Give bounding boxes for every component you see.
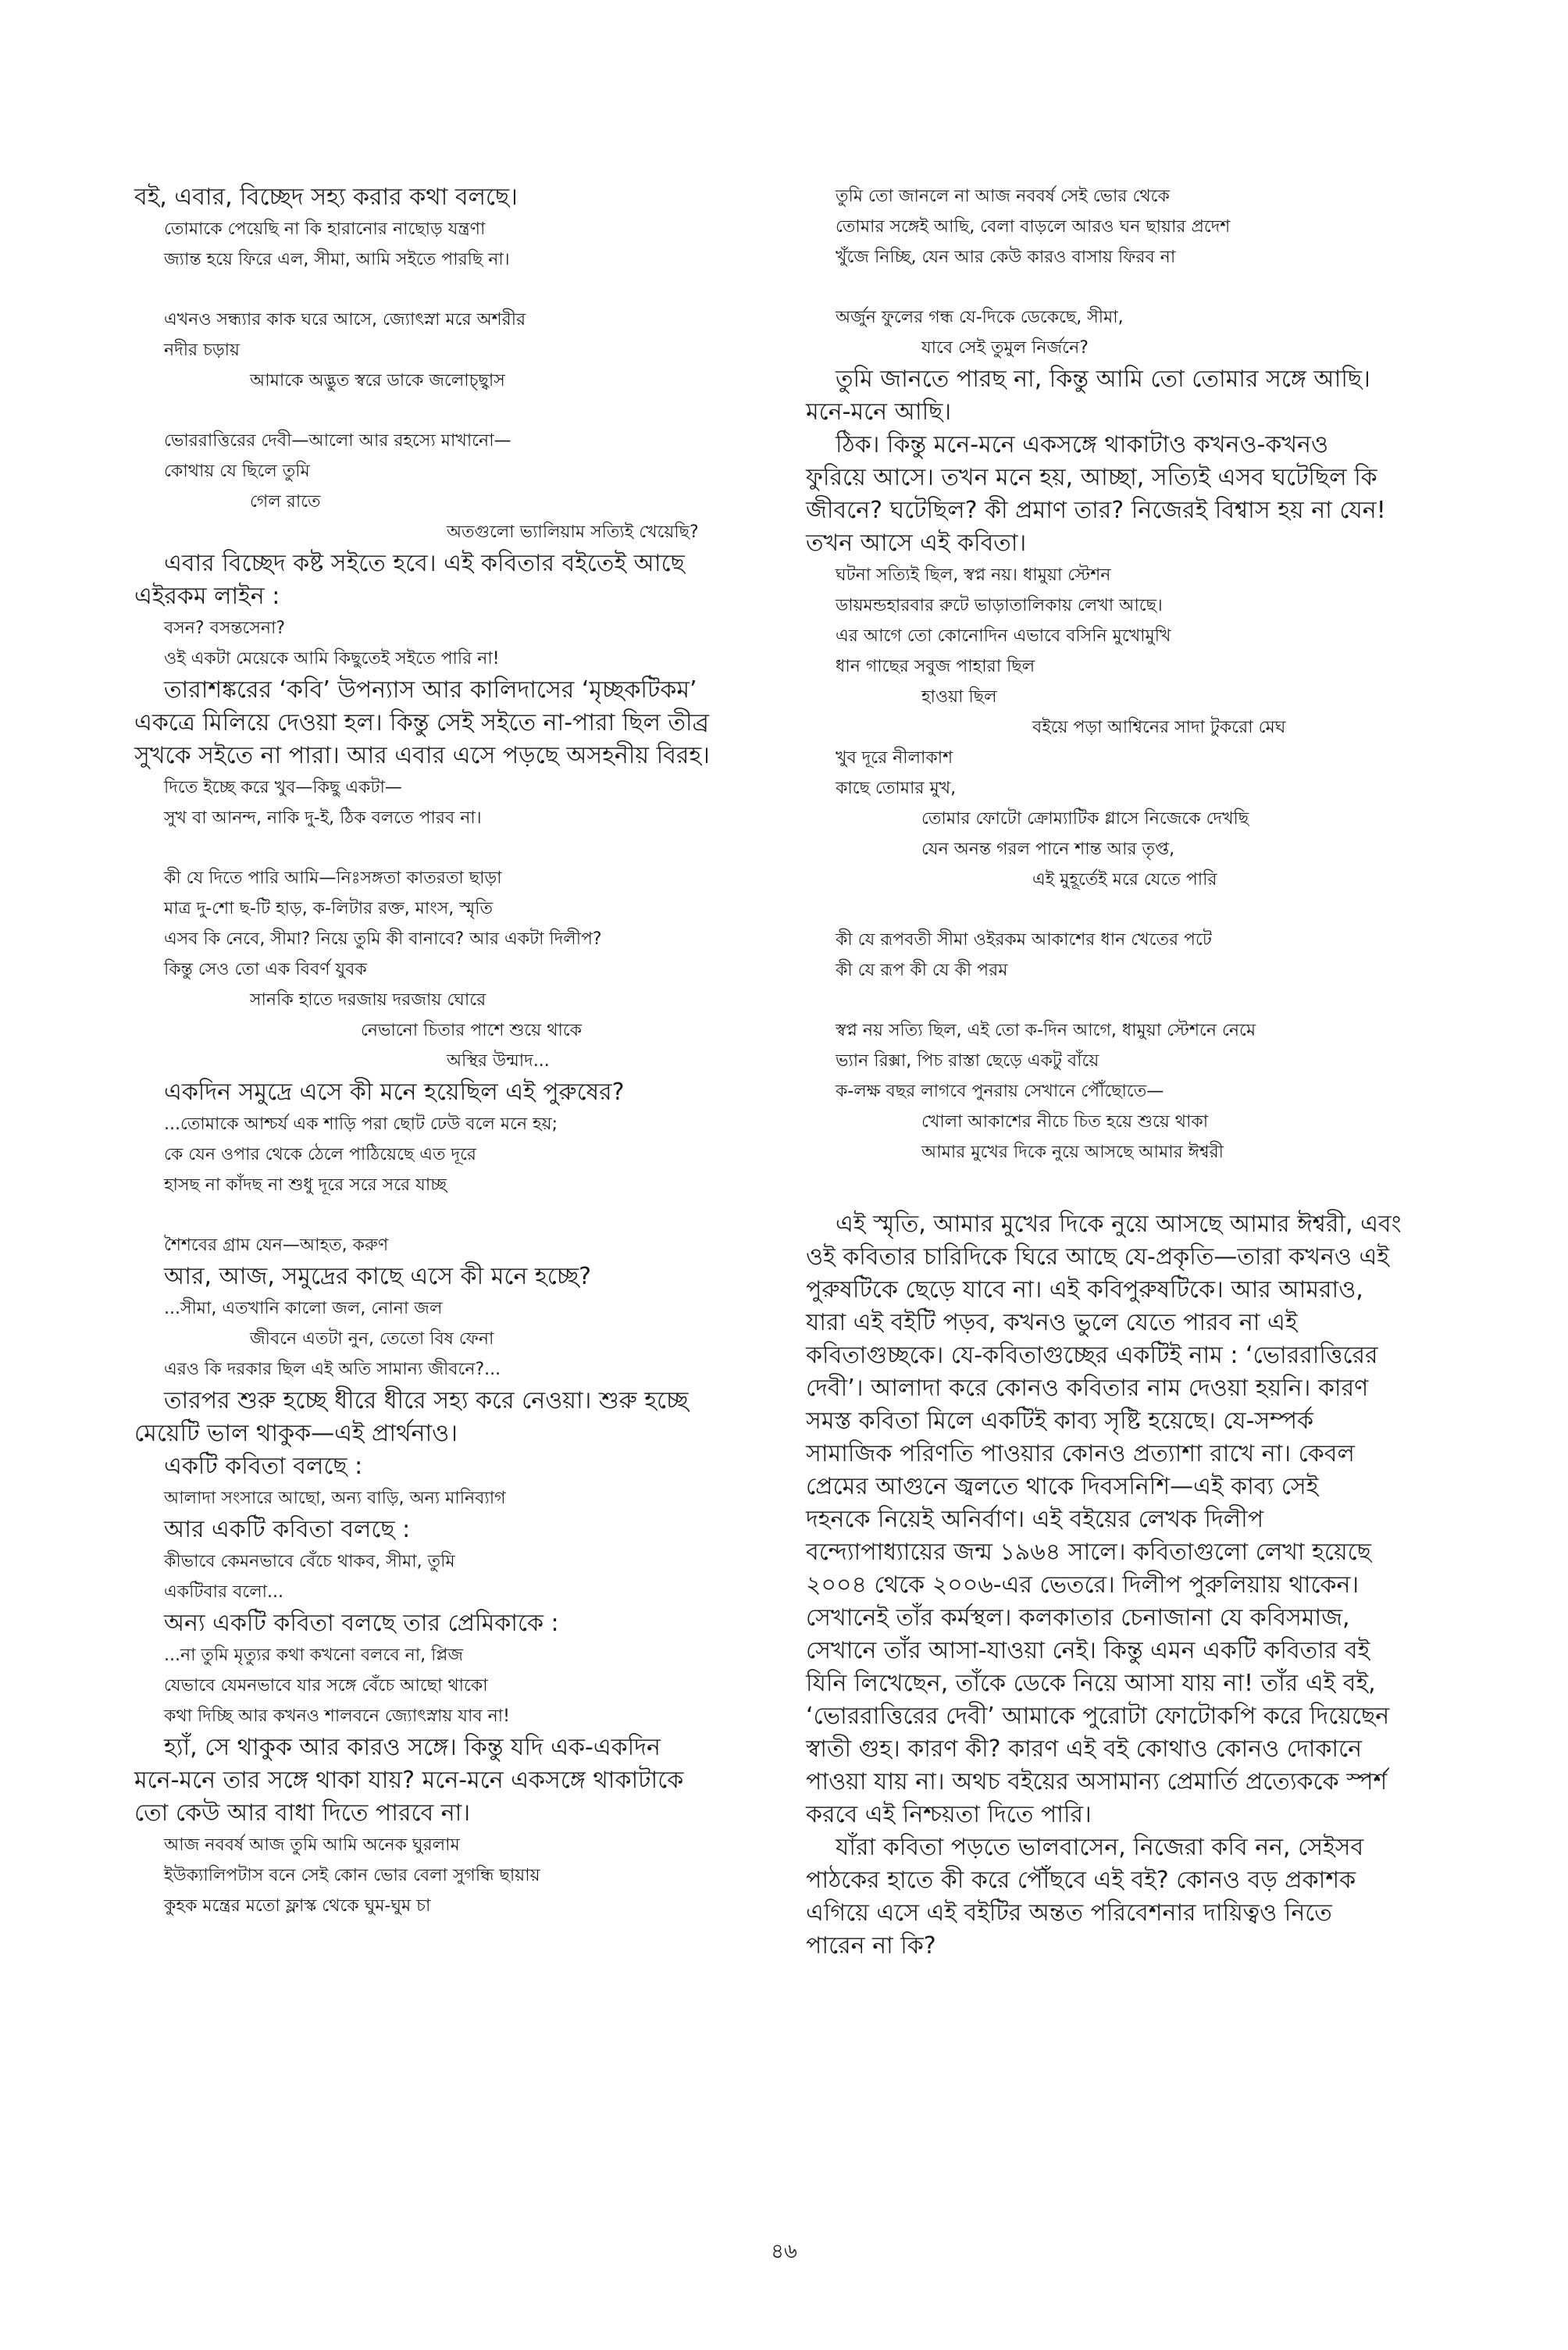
text-line: পারেন না কি? [806,1932,936,1960]
verse-line: কিন্তু সেও তো এক বিবর্ণ যুবক [164,960,367,979]
verse-line: ধান গাছের সবুজ পাহারা ছিল [836,657,1035,676]
verse-line: এর আগে তো কোনোদিন এভাবে বসিনি মুখোমুখি [836,626,1171,646]
verse-line: তোমার ফোটো ক্রোম্যাটিক গ্লাসে নিজেকে দেখছি [921,809,1249,829]
paragraph [134,1385,821,1483]
verse-line: অতগুলো ভ্যালিয়াম সত্যিই খেয়েছি? [447,522,699,542]
verse-line: কুহক মন্ত্রের মতো ফ্লাস্ক থেকে ঘুম-ঘুম চা [164,1896,431,1916]
page-number: ৪৬ [771,2240,797,2263]
verse-line: যেভাবে যেমনভাবে যার সঙ্গে বেঁচে আছো থাকো [164,1676,488,1696]
verse-quote [134,1109,821,1200]
verse-line: যাবে সেই তুমুল নির্জনে? [921,338,1089,358]
paragraph [134,674,821,772]
verse-line: ক-লক্ষ বছর লাগবে পুনরায় সেখানে পৌঁছোতে— [836,1082,1164,1101]
verse-line: কোথায় যে ছিলে তুমি [164,462,310,481]
verse-line: খুব দূরে নীলাকাশ [836,748,953,768]
verse-line: বসন? বসন্তসেনা? [164,619,286,638]
verse-quote [806,302,1509,363]
verse-line: অস্থির উন্মাদ... [447,1051,550,1071]
text-line: তো কেউ আর বাধা দিতে পারবে না। [134,1799,471,1827]
text-line: প্রেমের আগুনে জ্বলতে থাকে দিবসনিশি—এই কাব্য সেই [806,1473,1319,1500]
verse-line: ডায়মন্ডহারবার রুটে ভাড়াতালিকায় লেখা আছে। [836,596,1163,615]
text-line: যিনি লিখেছেন, তাঁকে ডেকে নিয়ে আসা যায় না! তাঁর এই বই, [806,1670,1376,1697]
text-line: যাঁরা কবিতা পড়তে ভালবাসেন, নিজেরা কবি নন, সেইসব [836,1834,1364,1861]
verse-line: কথা দিচ্ছি আর কখনও শালবনে জ্যোৎস্নায় যাব না! [164,1706,510,1726]
text-line: মনে-মনে আছি। [806,398,952,426]
verse-line: জ্যান্ত হয়ে ফিরে এল, সীমা, আমি সইতে পারছি না। [164,250,510,269]
verse-line: কে যেন ওপার থেকে ঠেলে পাঠিয়েছে এত দূরে [164,1145,477,1164]
text-line: সেখানেই তাঁর কর্মস্থল। কলকাতার চেনাজানা যে কবিসমাজ, [806,1604,1350,1631]
verse-quote [134,1830,821,1921]
verse-line: শৈশবের গ্রাম যেন—আহত, করুণ [164,1236,389,1255]
verse-line: হাওয়া ছিল [921,687,997,707]
paragraph [134,1607,821,1640]
text-line: আর একটি কবিতা বলছে : [164,1516,411,1543]
verse-line: আজ নববর্ষ আজ তুমি আমি অনেক ঘুরলাম [164,1835,460,1855]
text-line: ২০০৪ থেকে ২০০৬-এর ভেতরে। দিলীপ পুরুলিয়ায় থাকেন। [806,1571,1360,1599]
paragraph [134,1731,821,1830]
verse-quote [806,560,1509,895]
verse-line: জীবনে এতটা নুন, তেতো বিষ ফেনা [250,1329,494,1349]
verse-line: এরও কি দরকার ছিল এই অতি সামান্য জীবনে?... [164,1360,501,1379]
paragraph [134,181,821,214]
verse-line: বইয়ে পড়া আশ্বিনের সাদা টুকরো মেঘ [1032,718,1286,737]
text-line: পাওয়া যায় না। অথচ বইয়ের অসামান্য প্রেমার্তি প্রত্যেককে স্পর্শ [806,1768,1388,1795]
paragraph [806,1208,1509,1963]
text-line: সমস্ত কবিতা মিলে একটিই কাব্য সৃষ্টি হয়েছে। যে-সম্পর্ক [806,1407,1314,1435]
verse-line: অর্জুন ফুলের গন্ধ যে-দিকে ডেকেছে, সীমা, [836,308,1124,327]
text-line: হ্যাঁ, সে থাকুক আর কারও সঙ্গে। কিন্তু যদি এক-একদিন [164,1734,661,1761]
verse-line: ইউক্যালিপটাস বনে সেই কোন ভোর বেলা সুগন্ধি ছায়ায় [164,1866,540,1885]
text-line: এগিয়ে এসে এই বইটির অন্তত পরিবেশনার দায়িত্বও নিতে [806,1899,1332,1927]
verse-line: সুখ বা আনন্দ, নাকি দু-ই, ঠিক বলতে পারব না। [164,808,482,828]
verse-line: খোলা আকাশের নীচে চিত হয়ে শুয়ে থাকা [921,1112,1209,1132]
verse-line: ভ্যান রিক্সা, পিচ রাস্তা ছেড়ে একটু বাঁয়ে [836,1051,1099,1071]
paragraph [134,1076,821,1109]
verse-quote [134,1293,821,1385]
paragraph [134,547,821,613]
verse-quote [134,613,821,674]
text-line: ঠিক। কিন্তু মনে-মনে একসঙ্গে থাকাটাও কখনও-কখনও [836,431,1329,458]
text-line: এইরকম লাইন : [134,583,280,610]
text-line: একটি কবিতা বলছে : [164,1453,363,1480]
text-line: একদিন সমুদ্রে এসে কী মনে হয়েছিল এই পুরুষের? [164,1079,625,1106]
verse-line: এই মুহূর্তেই মরে যেতে পারি [1032,870,1217,890]
verse-line: নদীর চড়ায় [164,341,240,360]
verse-quote [134,1640,821,1731]
text-line: মেয়েটি ভাল থাকুক—এই প্রার্থনাও। [134,1420,458,1447]
text-line: করবে এই নিশ্চয়তা দিতে পারি। [806,1801,1092,1828]
paragraph [806,363,1509,560]
text-line: বই, এবার, বিচ্ছেদ সহ্য করার কথা বলছে। [134,184,518,211]
verse-line: কী যে রূপ কী যে কী পরম [836,961,1008,980]
verse-quote [806,1015,1509,1168]
verse-line: কী যে দিতে পারি আমি—নিঃসঙ্গতা কাতরতা ছাড়া [164,868,502,888]
text-line: দেবী’। আলাদা করে কোনও কবিতার নাম দেওয়া হয়নি। কারণ [806,1375,1369,1402]
paragraph [134,1514,821,1546]
verse-quote [134,863,821,1076]
verse-line: ওই একটা মেয়েকে আমি কিছুতেই সইতে পারি না! [164,649,500,669]
verse-line: মাত্র দু-শো ছ-টি হাড়, ক-লিটার রক্ত, মাংস, স্মৃতি [164,899,494,918]
text-line: সেখানে তাঁর আসা-যাওয়া নেই। কিন্তু এমন একটি কবিতার বই [806,1637,1370,1664]
text-line: সামাজিক পরিণতি পাওয়ার কোনও প্রত্যাশা রাখে না। কেবল [806,1440,1355,1467]
verse-line: তুমি তো জানলে না আজ নববর্ষ সেই ভোর থেকে [836,187,1170,206]
verse-line: ...সীমা, এতখানি কালো জল, নোনা জল [164,1299,443,1318]
verse-line: সানকি হাতে দরজায় দরজায় ঘোরে [250,990,486,1010]
verse-line: কী যে রূপবতী সীমা ওইরকম আকাশের ধান খেতের পটে [836,930,1212,950]
text-line: জীবনে? ঘটেছিল? কী প্রমাণ তার? নিজেরই বিশ্বাস হয় না যেন! [806,497,1386,524]
text-line: বন্দ্যোপাধ্যায়ের জন্ম ১৯৬৪ সালে। কবিতাগুলো লেখা হয়েছে [806,1539,1371,1566]
verse-line: আমাকে অদ্ভুত স্বরে ডাকে জলোচ্ছ্বাস [250,371,505,390]
verse-line: তোমার সঙ্গেই আছি, বেলা বাড়লে আরও ঘন ছায়ার প্রদেশ [836,217,1231,237]
verse-line: এসব কি নেবে, সীমা? নিয়ে তুমি কী বানাবে? আর একটা দিলীপ? [164,929,602,949]
verse-quote [134,772,821,833]
text-line: ‘ভোররাত্তিরের দেবী’ আমাকে পুরোটা ফোটোকপি করে দিয়েছেন [806,1703,1390,1730]
verse-quote [806,181,1509,273]
verse-line: কীভাবে কেমনভাবে বেঁচে থাকব, সীমা, তুমি [164,1552,455,1571]
verse-line: ...তোমাকে আশ্চর্য এক শাড়ি পরা ছোট ঢেউ বলে মনে হয়; [164,1114,558,1134]
text-line: সুখকে সইতে না পারা। আর এবার এসে পড়ছে অসহনীয় বিরহ। [134,742,710,769]
verse-line: খুঁজে নিচ্ছি, যেন আর কেউ কারও বাসায় ফিরব না [836,248,1176,267]
verse-line: ভোররাত্তিরের দেবী—আলো আর রহস্যে মাখানো— [164,431,511,451]
verse-line: কাছে তোমার মুখ, [836,779,957,798]
verse-quote [134,426,821,547]
text-line: আর, আজ, সমুদ্রের কাছে এসে কী মনে হচ্ছে? [164,1263,592,1290]
text-line: মনে-মনে তার সঙ্গে থাকা যায়? মনে-মনে একসঙ্গে থাকাটাকে [134,1767,684,1794]
text-line: যারা এই বইটি পড়ব, কখনও ভুলে যেতে পারব না এই [806,1309,1298,1336]
text-line: এই স্মৃতি, আমার মুখের দিকে নুয়ে আসছে আমার ঈশ্বরী, এবং [836,1211,1402,1238]
text-line: ফুরিয়ে আসে। তখন মনে হয়, আচ্ছা, সত্যিই এসব ঘটেছিল কি [806,464,1377,491]
verse-line: হাসছ না কাঁদছ না শুধু দূরে সরে সরে যাচ্ছ [164,1175,447,1195]
text-line: তুমি জানতে পারছ না, কিন্তু আমি তো তোমার সঙ্গে আছি। [836,366,1370,393]
text-line: তখন আসে এই কবিতা। [806,530,1027,557]
verse-line: আলাদা সংসারে আছো, অন্য বাড়ি, অন্য মানিব্যাগ [164,1489,506,1508]
text-line: তারাশঙ্করের ‘কবি’ উপন্যাস আর কালিদাসের ‘মৃচ্ছকটিকম’ [164,676,697,704]
text-line: কবিতাগুচ্ছকে। যে-কবিতাগুচ্ছের একটিই নাম : ‘ভোররাত্তিরের [806,1342,1378,1369]
text-line: একত্রে মিলিয়ে দেওয়া হল। কিন্তু সেই সইতে না-পারা ছিল তীব্র [134,709,709,736]
verse-line: দিতে ইচ্ছে করে খুব—কিছু একটা— [164,778,402,797]
text-line: ওই কবিতার চারিদিকে ঘিরে আছে যে-প্রকৃতি—তারা কখনও এই [806,1243,1389,1271]
verse-quote [134,1230,821,1261]
verse-line: যেন অনন্ত গরল পানে শান্ত আর তৃপ্ত, [921,840,1175,859]
left-column [134,181,821,1921]
verse-quote [134,214,821,275]
verse-line: নেভানো চিতার পাশে শুয়ে থাকে [361,1021,583,1040]
text-line: দহনকে নিয়েই অনির্বাণ। এই বইয়ের লেখক দিলীপ [806,1506,1264,1533]
right-column [806,181,1509,1963]
verse-line: গেল রাতে [250,492,321,512]
text-line: পুরুষটিকে ছেড়ে যাবে না। এই কবিপুরুষটিকে। আর আমরাও, [806,1276,1363,1303]
verse-quote [134,305,821,396]
verse-line: ...না তুমি মৃত্যুর কথা কখনো বলবে না, প্লিজ [164,1646,464,1665]
verse-quote [134,1483,821,1514]
text-line: এবার বিচ্ছেদ কষ্ট সইতে হবে। এই কবিতার বইতেই আছে [164,550,685,577]
text-line: তারপর শুরু হচ্ছে ধীরে ধীরে সহ্য করে নেওয়া। শুরু হচ্ছে [164,1387,689,1414]
verse-line: ঘটনা সত্যিই ছিল, স্বপ্ন নয়। ধামুয়া স্টেশন [836,565,1111,585]
verse-line: আমার মুখের দিকে নুয়ে আসছে আমার ঈশ্বরী [921,1143,1224,1162]
text-line: পাঠকের হাতে কী করে পৌঁছবে এই বই? কোনও বড় প্রকাশক [806,1867,1356,1894]
verse-line: স্বপ্ন নয় সত্যি ছিল, এই তো ক-দিন আগে, ধামুয়া স্টেশনে নেমে [836,1021,1256,1040]
paragraph [134,1261,821,1293]
verse-line: তোমাকে পেয়েছি না কি হারানোর নাছোড় যন্ত্রণা [164,219,486,239]
verse-line: এখনও সন্ধ্যার কাক ঘরে আসে, জ্যোৎস্না মরে অশরীর [164,310,526,330]
text-line: অন্য একটি কবিতা বলছে তার প্রেমিকাকে : [164,1610,559,1637]
verse-quote [134,1546,821,1607]
verse-quote [806,925,1509,986]
text-line: স্বাতী গুহ। কারণ কী? কারণ এই বই কোথাও কোনও দোকানে [806,1735,1363,1763]
verse-line: একটিবার বলো... [164,1582,283,1602]
